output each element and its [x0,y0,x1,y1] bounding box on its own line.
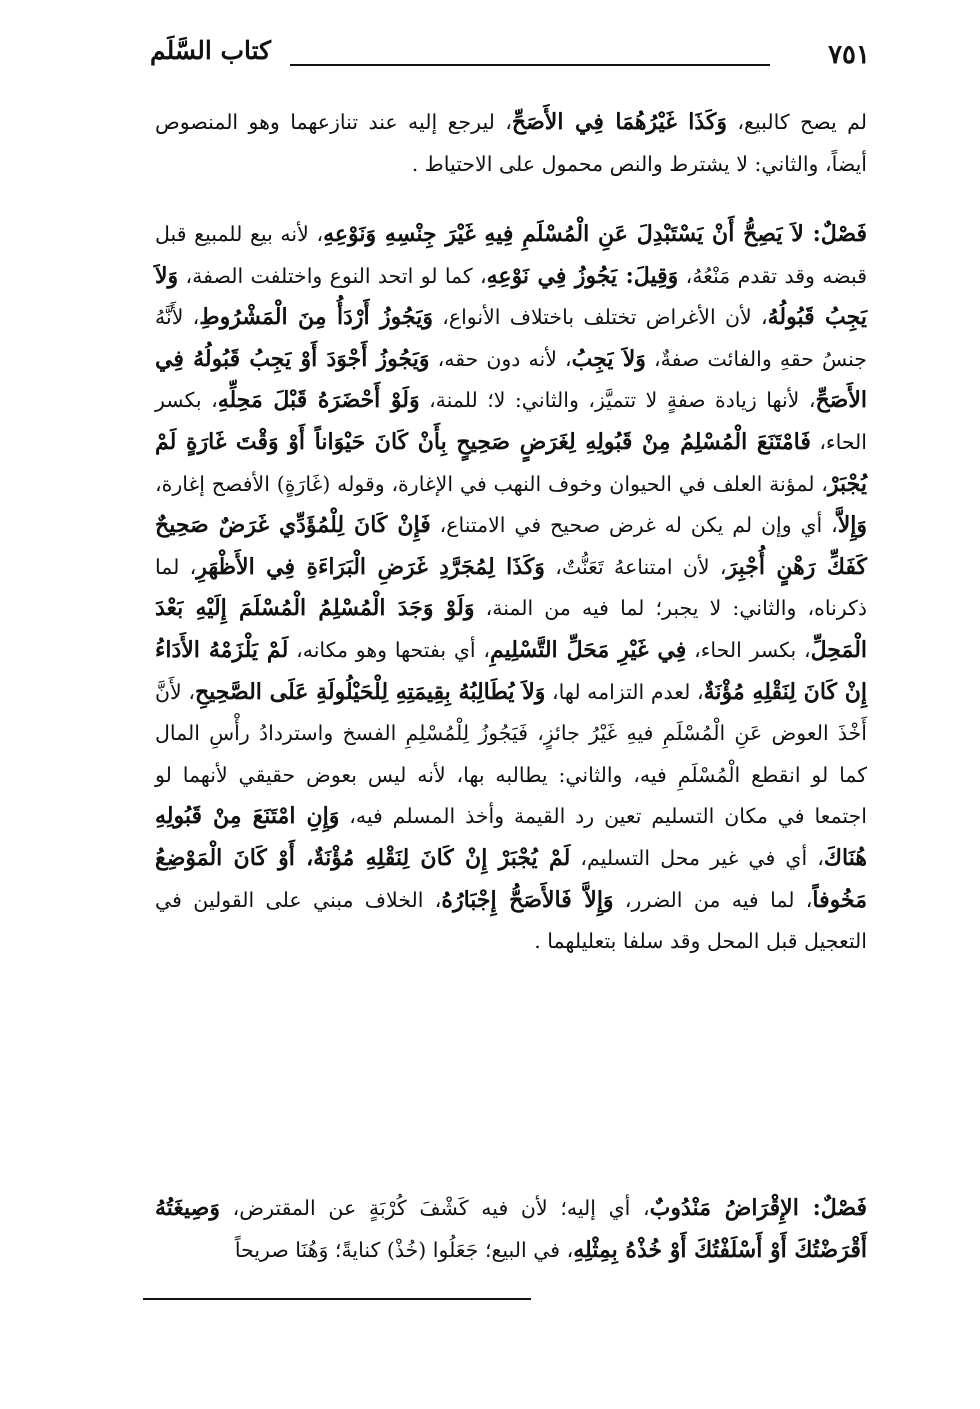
matn-text: فَصْلٌ: الإِقْرَاضُ مَنْدُوبٌ [649,1195,868,1221]
matn-text: لَمْ يَلْزَمْهُ الأَدَاءُ إِنْ كَانَ لِنَقْلِهِ مُؤْنَةٌ [155,636,868,705]
matn-text: وَلاَ يَجِبُ قَبُولُهُ [155,262,867,331]
commentary-text: ، بكسر الحاء، [686,637,811,662]
running-title: كتاب السَّلَم [150,36,272,65]
footnote-rule [143,1298,531,1300]
matn-text: وَكَذَا لِمُجَرَّدِ غَرَضِ الْبَرَاءَةِ فِي الأَظْهَرِ [196,553,545,580]
matn-text: فَامْتَنَعَ الْمُسْلِمُ مِنْ قَبُولِهِ لِغَرَضٍ صَحِيحٍ بِأَنْ كَانَ حَيْوَاناً أَوْ وَقْتَ غَارَةٍ لَمْ يُجْبَرْ [155,428,867,497]
matn-text: فَإِنْ كَانَ لِلْمُؤَدِّي غَرَضٌ صَحِيحٌ كَفَكِّ رَهْنٍ أُجْبِرَ [155,512,867,580]
paragraph-text [155,214,867,963]
commentary-text: ، لمؤنة العلف في الحيوان وخوف النهب في الإغارة، وقوله (غَارَةٍ) الأفصح إغارة، [155,471,828,496]
commentary-text: ، لأنه دون حقه، [429,346,572,371]
matn-text: وَلَوْ وَجَدَ الْمُسْلِمُ الْمُسْلَمَ إِلَيْهِ بَعْدَ الْمَحِلِّ [155,595,868,663]
paragraph-2 [155,214,867,963]
commentary-text: ، لما ذكرناه، والثاني: لا يجبر؛ لما فيه من المنة، [155,554,868,621]
paragraph-1 [155,102,867,185]
commentary-text: ، كما لو اتحد النوع واختلفت الصفة، [178,263,487,288]
matn-text: وَلاَ يَجِبُ [571,345,646,372]
matn-text: فِي غَيْرِ مَحَلِّ التَّسْلِيمِ [490,636,687,663]
commentary-text: ، ليرجع إليه عند تنازعهما وهو المنصوص أيضاً، والثاني: لا يشترط والنص محمول على الاحتياط . [155,110,867,176]
commentary-text: ، لأنه بيع للمبيع قبل قبضه وقد تقدم مَنْعُهُ، [155,222,867,288]
matn-text: لَمْ يُجْبَرْ إِنْ كَانَ لِنَقْلِهِ مُؤْنَةٌ، أَوْ كَانَ الْمَوْضِعُ مَخُوفاً [155,844,867,913]
commentary-text: ، أي وإن لم يكن له غرض صحيح في الامتناع، [430,513,838,538]
commentary-text: ، أي إليه؛ لأن فيه كَشْفَ كُرْبَةٍ عن المقترض، [220,1196,650,1220]
paragraph-3 [155,1188,867,1271]
commentary-text: ، الخلاف مبني على القولين في التعجيل قبل المحل وقد سلفا بتعليلهما . [155,887,867,954]
commentary-text: ، لأَنَّهُ جنسُ حقهِ والفائت صفةٌ، [155,305,867,371]
commentary-text: ، في البيع؛ جَعَلُوا (خُذْ) كنايةً؛ وَهُنَا صريحاً [234,1237,574,1262]
header-rule [290,64,770,66]
commentary-text: ، لأَنَّ أَخْذَ العوض عَنِ الْمُسْلَمِ فيهِ غَيْرُ جائزٍ، فَيَجُوزُ لِلْمُسْلِمِ الفسخ واستردادُ رأْسِ المال كما لو انقطع الْمُسْلَمِ فيه، والثاني: يطالبه بها، لأنه ليس بعوض حقيقي لأنهما لو اجتمعا في مكان التسليم تعين رد القيمة وأخذ المسلم فيه، [155,679,867,829]
matn-text: وَصِيغَتُهُ أَقْرَضْتُكَ أَوْ أَسْلَفْتُكَ أَوْ خُذْهُ بِمِثْلِهِ [155,1195,867,1263]
matn-text: وَقِيلَ: يَجُوزُ فِي نَوْعِهِ [486,262,679,289]
commentary-text: ، لأن امتناعهُ تَعَنُّتٌ، [544,554,727,579]
matn-text: وَلَوْ أَحْضَرَهُ قَبْلَ مَحِلِّهِ [217,387,420,414]
matn-text: وَيَجُوزُ أَرْدَأُ مِنَ الْمَشْرُوطِ [199,304,433,331]
commentary-text: ، بكسر الحاء، [155,388,867,454]
matn-text: فَصْلٌ: لاَ يَصِحُّ أَنْ يَسْتَبْدِلَ عَنِ الْمُسْلَمِ فِيهِ غَيْرَ جِنْسِهِ وَنَوْعِهِ [323,221,867,247]
page-number: ٧٥١ [828,40,870,70]
matn-text: وَإِلاَّ [837,512,867,539]
paragraph-text [155,1188,867,1271]
matn-text: وَإِلاَّ فَالأَصَحُّ إِجْبَارُهُ [441,886,614,913]
matn-text: وَلاَ يُطَالِبُهُ بِقِيمَتِهِ لِلْحَيْلُولَةِ عَلَى الصَّحِيحِ [194,678,546,705]
commentary-text: ، أي بفتحها وهو مكانه، [288,637,491,662]
matn-text: وَكَذَا غَيْرُهُمَا فِي الأَصَحِّ [511,109,728,135]
matn-text: وَإِنِ امْتَنَعَ مِنْ قَبُولِهِ هُنَاكَ [155,803,867,871]
commentary-text: ، لأنها زيادة صفةٍ لا تتميَّز، والثاني: لا؛ للمنة، [419,388,816,413]
commentary-text: ، لعدم التزامه لها، [545,679,704,704]
commentary-text: ، لما فيه من الضرر، [613,887,813,912]
commentary-text: ، أي في غير محل التسليم، [570,845,824,870]
page-header [150,36,870,76]
paragraph-text [155,102,867,185]
commentary-text: لم يصح كالبيع، [727,110,868,134]
matn-text: وَيَجُوزُ أَجْوَدَ أَوْ يَجِبُ قَبُولُهُ فِي الأَصَحِّ [155,345,867,414]
commentary-text: ، لأن الأغراض تختلف باختلاف الأنواع، [432,305,768,330]
